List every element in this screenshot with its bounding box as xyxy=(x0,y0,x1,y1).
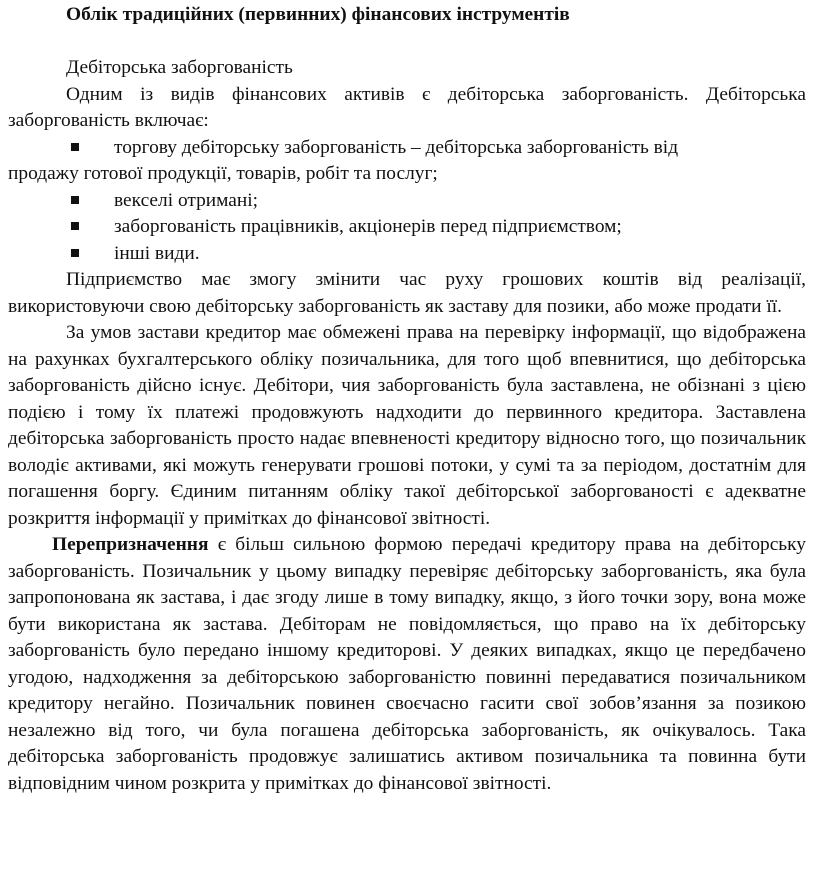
intro-paragraph: Одним із видів фінансових активів є дебіторська заборгованість. Дебіторська заборгованість включає: xyxy=(8,83,806,131)
square-bullet-icon xyxy=(71,249,79,257)
bullet-list xyxy=(8,135,806,268)
list-item xyxy=(8,188,806,215)
list-item-text: торгову дебіторську заборгованість – дебіторська заборгованість від xyxy=(114,136,679,158)
list-item-text: заборгованість працівників, акціонерів перед підприємством; xyxy=(114,216,622,237)
list-item-continuation: продажу готової продукції, товарів, робіт та послуг; xyxy=(8,163,438,184)
list-item xyxy=(8,214,806,241)
document-title: Облік традиційних (первинних) фінансових інструментів xyxy=(66,4,570,25)
square-bullet-icon xyxy=(71,143,79,151)
square-bullet-icon xyxy=(71,222,79,230)
list-item-text: векселі отримані; xyxy=(114,189,259,211)
bold-term: Перепризначення xyxy=(52,534,209,555)
list-item xyxy=(8,135,806,188)
paragraph-3-text: є більш сильною формою передачі кредитору права на дебіторську заборгованість. Позичальник у цьому випадку перевіряє дебіторську заборгованість, яка була запропонована як застава, і дає згоду лише в тому випадку, якщо, з його точки зору, вона може бути використана як застава. Дебіторам не повідомляється, що право на їх дебіторську заборгованість було передано іншому кредиторові. У деяких випадках, якщо це передбачено угодою, надходження за дебіторською заборгованістю повинні передаватися позичальником кредитору негайно. Позичальник повинен своєчасно гасити свої зобов’язання за позикою незалежно від того, чи була погашена дебіторська заборгованість, як очікувалось. Така дебіторська заборгованість продовжує залишатись активом позичальника та повинна бути відповідним чином розкрита у примітках до фінансової звітності. xyxy=(8,534,806,794)
paragraph-2: За умов застави кредитор має обмежені права на перевірку інформації, що відображена на рахунках бухгалтерського обліку позичальника, для того щоб впевнитися, що дебіторська заборгованість дійсно існує. Дебітори, чия заборгованість була заставлена, не обізнані з цією подією і тому їх платежі продовжують надходити до первинного кредитора. Заставлена дебіторська заборгованість просто надає впевненості кредитору відносно того, що позичальник володіє активами, які можуть генерувати грошові потоки, у сумі та за періодом, достатнім для погашення боргу. Єдиним питанням обліку такої дебіторської заборгованості є адекватне розкриття інформації у примітках до фінансової звітності. xyxy=(8,322,806,529)
paragraph-1: Підприємство має змогу змінити час руху грошових коштів від реалізації, використовуючи свою дебіторську заборгованість як заставу для позики, або може продати її. xyxy=(8,269,806,317)
list-item xyxy=(8,241,806,268)
paragraph-3 xyxy=(8,532,806,797)
square-bullet-icon xyxy=(71,196,79,204)
list-item-text: інші види. xyxy=(114,242,200,264)
section-subtitle: Дебіторська заборгованість xyxy=(66,57,293,78)
